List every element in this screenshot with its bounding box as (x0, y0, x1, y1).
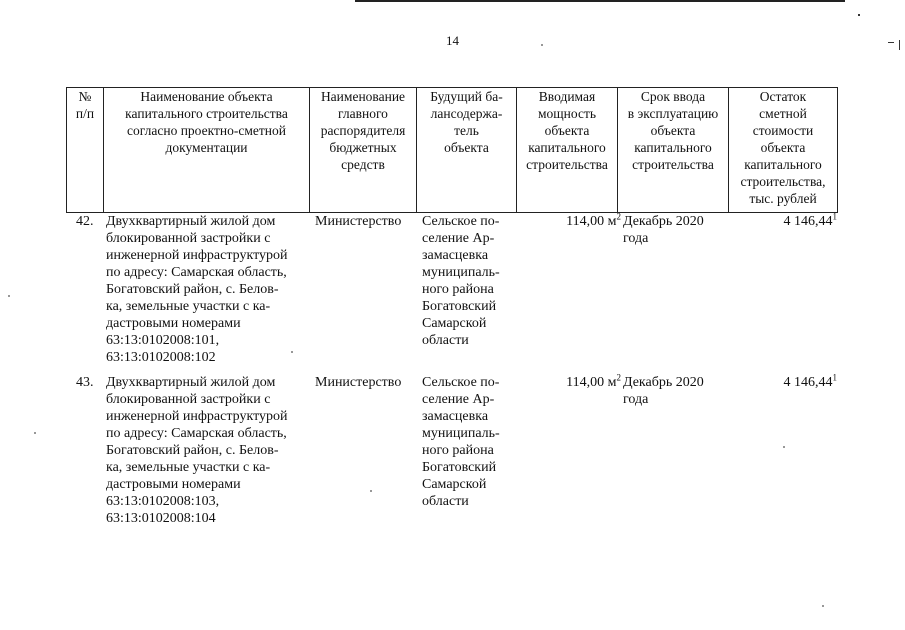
balance-holder-line: муниципаль- (422, 265, 500, 280)
object-name-line: инженерной инфраструктурой (106, 409, 288, 424)
object-name-line: блокированной застройки с (106, 392, 271, 407)
balance-holder-line: замасцевка (422, 248, 489, 263)
balance-holder-line: замасцевка (422, 409, 489, 424)
header-line: Будущий ба- (430, 89, 503, 104)
balance-holder (422, 374, 522, 510)
header-line: Наименование объекта (140, 89, 273, 104)
header-line: главного (338, 106, 388, 121)
header-line: средств (341, 157, 385, 172)
header-line: строительства (632, 157, 714, 172)
row-number: 43. (76, 375, 94, 390)
object-name-line: Богатовский район, с. Белов- (106, 443, 279, 458)
header-remaining-cost (729, 88, 838, 213)
balance-holder-line: Сельское по- (422, 214, 500, 229)
scan-speck (8, 295, 10, 297)
header-line: объекта (444, 140, 489, 155)
header-line: объекта (650, 123, 696, 138)
remaining-cost-superscript: 1 (832, 211, 837, 222)
header-line: лансодержа- (430, 106, 503, 121)
remaining-cost (731, 374, 837, 391)
object-name-line: 63:13:0102008:102 (106, 350, 216, 365)
balance-holder-line: области (422, 494, 469, 509)
object-name-line: блокированной застройки с (106, 231, 271, 246)
capacity (521, 213, 621, 230)
capacity-value: 114,00 м (566, 214, 617, 229)
row-number: 42. (76, 214, 94, 229)
commissioning-date-line: года (623, 392, 649, 407)
header-budget-manager (310, 88, 417, 213)
header-line: сметной (759, 106, 807, 121)
header-line: Срок ввода (640, 89, 706, 104)
object-name-line: по адресу: Самарская область, (106, 265, 287, 280)
header-line: Остаток (759, 89, 807, 104)
commissioning-date-line: Декабрь 2020 (623, 214, 704, 229)
scan-mark (858, 14, 860, 16)
capacity-superscript: 2 (616, 372, 621, 383)
header-number (67, 88, 104, 213)
header-line: тыс. рублей (749, 191, 817, 206)
object-name-line: дастровыми номерами (106, 316, 241, 331)
page-number: 14 (446, 33, 459, 48)
header-balance-holder (417, 88, 517, 213)
balance-holder-line: Богатовский (422, 460, 497, 475)
remaining-cost (731, 213, 837, 230)
scan-speck (822, 605, 824, 607)
header-line: строительства (526, 157, 608, 172)
scan-speck (541, 44, 543, 46)
header-line: тель (454, 123, 479, 138)
balance-holder-line: Богатовский (422, 299, 497, 314)
budget-manager: Министерство (315, 214, 402, 229)
header-line: строительства, (740, 174, 826, 189)
commissioning-date (623, 374, 731, 408)
scan-speck (370, 490, 372, 492)
table-header (66, 87, 838, 213)
budget-manager: Министерство (315, 375, 402, 390)
object-name-line: по адресу: Самарская область, (106, 426, 287, 441)
commissioning-date (623, 213, 731, 247)
balance-holder-line: Сельское по- (422, 375, 500, 390)
balance-holder-line: области (422, 333, 469, 348)
header-line: распорядителя (320, 123, 406, 138)
object-name-line: дастровыми номерами (106, 477, 241, 492)
object-name-line: 63:13:0102008:101, (106, 333, 220, 348)
balance-holder-line: селение Ар- (422, 231, 495, 246)
scan-speck (783, 446, 785, 448)
header-line: документации (165, 140, 248, 155)
object-name-line: 63:13:0102008:104 (106, 511, 216, 526)
object-name (106, 374, 308, 527)
header-line: мощность (537, 106, 597, 121)
remaining-cost-value: 4 146,44 (783, 214, 833, 229)
balance-holder-line: ного района (422, 443, 494, 458)
header-line: п/п (75, 106, 95, 121)
balance-holder-line: Самарской (422, 477, 487, 492)
scan-speck (34, 432, 36, 434)
header-line: капитального (528, 140, 606, 155)
object-name-line: 63:13:0102008:103, (106, 494, 220, 509)
header-capacity (517, 88, 618, 213)
header-line: № (78, 89, 92, 104)
remaining-cost-superscript: 1 (832, 372, 837, 383)
object-name-line: Богатовский район, с. Белов- (106, 282, 279, 297)
remaining-cost-value: 4 146,44 (783, 375, 833, 390)
capacity-superscript: 2 (616, 211, 621, 222)
balance-holder-line: муниципаль- (422, 426, 500, 441)
capacity (521, 374, 621, 391)
header-line: капитального (634, 140, 712, 155)
header-line: стоимости (752, 123, 814, 138)
header-commissioning-date (618, 88, 729, 213)
balance-holder-line: ного района (422, 282, 494, 297)
scan-edge-line (355, 0, 845, 2)
balance-holder-line: Самарской (422, 316, 487, 331)
header-line: в эксплуатацию (627, 106, 719, 121)
commissioning-date-line: года (623, 231, 649, 246)
header-line: капитального строительства (125, 106, 288, 121)
header-object-name (104, 88, 310, 213)
capacity-value: 114,00 м (566, 375, 617, 390)
object-name-line: инженерной инфраструктурой (106, 248, 288, 263)
header-line: объекта (544, 123, 590, 138)
header-line: Вводимая (538, 89, 596, 104)
object-name-line: Двухквартирный жилой дом (106, 214, 276, 229)
header-line: Наименование (320, 89, 406, 104)
object-name (106, 213, 308, 366)
scan-speck (291, 351, 293, 353)
header-line: капитального (744, 157, 822, 172)
commissioning-date-line: Декабрь 2020 (623, 375, 704, 390)
header-line: бюджетных (329, 140, 397, 155)
object-name-line: Двухквартирный жилой дом (106, 375, 276, 390)
object-name-line: ка, земельные участки с ка- (106, 460, 271, 475)
header-row (67, 88, 838, 213)
header-line: объекта (760, 140, 806, 155)
object-name-line: ка, земельные участки с ка- (106, 299, 271, 314)
balance-holder (422, 213, 522, 349)
balance-holder-line: селение Ар- (422, 392, 495, 407)
header-line: согласно проектно-сметной (127, 123, 286, 138)
